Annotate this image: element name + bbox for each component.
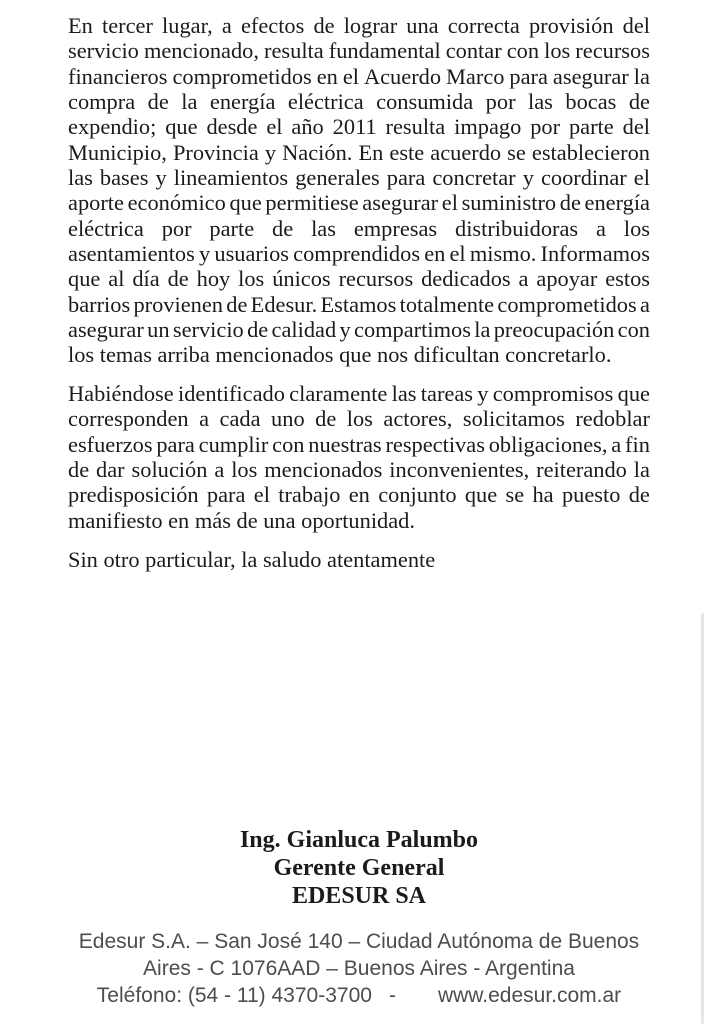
letter-body: [68, 13, 650, 572]
text-line: barrios provienen de Edesur. Estamos totalmente comprometidos a: [68, 291, 650, 317]
text-line: manifiesto en más de una oportunidad.: [68, 507, 415, 533]
text-line: Municipio, Provincia y Nación. En este acuerdo se establecieron: [68, 139, 650, 165]
text-line: esfuerzos para cumplir con nuestras respectivas obligaciones, a fin: [68, 431, 650, 457]
scan-edge-artifact: [701, 613, 704, 1024]
footer-address-line-2: Aires - C 1076AAD – Buenos Aires - Argentina: [143, 957, 575, 980]
text-line: las bases y lineamientos generales para concretar y coordinar el: [68, 165, 650, 191]
text-line: Habiéndose identificado claramente las tareas y compromisos que: [68, 380, 650, 406]
signatory-company: EDESUR SA: [291, 883, 427, 909]
closing-salutation: Sin otro particular, la saludo atentamente: [68, 546, 436, 572]
text-line: corresponden a cada uno de los actores, solicitamos redoblar: [68, 406, 650, 432]
footer-phone: Teléfono: (54 - 11) 4370-3700: [96, 984, 372, 1007]
text-line: que al día de hoy los únicos recursos dedicados a apoyar estos: [68, 266, 650, 292]
footer-website: www.edesur.com.ar: [437, 984, 622, 1007]
text-line: asegurar un servicio de calidad y compartimos la preocupación con: [68, 317, 650, 343]
text-line: expendio; que desde el año 2011 resulta impago por parte del: [68, 114, 650, 140]
text-line: eléctrica por parte de las empresas distribuidoras a los: [68, 215, 650, 241]
signatory-name: Ing. Gianluca Palumbo: [239, 827, 479, 853]
text-line: En tercer lugar, a efectos de lograr una correcta provisión del: [68, 13, 650, 38]
letterhead-footer: [40, 928, 678, 1009]
footer-contact-line: [40, 982, 678, 1009]
body-paragraph-2: [68, 381, 650, 533]
text-line: servicio mencionado, resulta fundamental contar con los recursos: [68, 38, 650, 64]
text-line: los temas arriba mencionados que nos dificultan concretarlo.: [68, 342, 612, 368]
text-line: financieros comprometidos en el Acuerdo Marco para asegurar la: [68, 63, 650, 89]
text-line: asentamientos y usuarios comprendidos en el mismo. Informamos: [68, 241, 650, 267]
text-line: aporte económico que permitiese asegurar el suministro de energía: [68, 190, 650, 216]
footer-address-line-1: Edesur S.A. – San José 140 – Ciudad Autónoma de Buenos: [78, 930, 640, 953]
footer-separator-dash: -: [388, 984, 396, 1007]
body-paragraph-1: [68, 13, 650, 368]
text-line: de dar solución a los mencionados inconvenientes, reiterando la: [68, 456, 650, 482]
text-line: predisposición para el trabajo en conjunto que se ha puesto de: [68, 482, 650, 508]
text-line: compra de la energía eléctrica consumida por las bocas de: [68, 89, 650, 115]
signature-block: [68, 826, 650, 910]
signatory-title: Gerente General: [273, 855, 445, 881]
